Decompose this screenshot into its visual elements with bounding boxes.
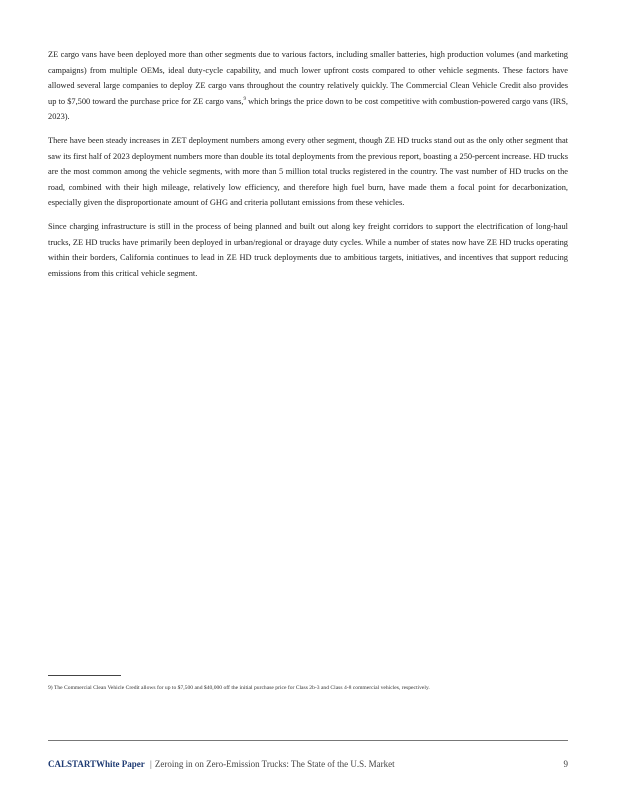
footnote: 9) The Commercial Clean Vehicle Credit allows for up to $7,500 and $40,000 off the initial purchase price for Class 2b-3 and Class 4-8 commercial vehicles, respectively. — [48, 685, 430, 691]
footer-brand: CALSTART — [48, 759, 97, 769]
paragraph-cargo-vans — [48, 47, 568, 125]
paragraph-charging-infrastructure: Since charging infrastructure is still in the process of being planned and built out along key freight corridors to support the electrification of long-haul trucks, ZE HD trucks have primarily been deployed in urban/regional or drayage duty cycles. While a number of states now have ZE HD trucks operating within their borders, California continues to lead in ZE HD truck deployments due to ambitious targets, initiatives, and incentives that support reducing emissions from this critical vehicle segment. — [48, 221, 568, 278]
page-number: 9 — [563, 759, 568, 769]
footnote-reference[interactable]: 9 — [243, 96, 246, 102]
footer-separator: | — [150, 759, 152, 769]
page-footer — [48, 759, 568, 769]
footer-title: Zeroing in on Zero-Emission Trucks: The State of the U.S. Market — [154, 759, 395, 769]
footnote-divider — [48, 675, 121, 676]
paragraph-text: which brings the price down to be cost competitive with combustion-powered cargo vans (IRS, 2023). — [48, 96, 568, 122]
footer-divider — [48, 740, 568, 741]
paragraph-text: ZE cargo vans have been deployed more than other segments due to various factors, including smaller batteries, high production volumes (and marketing campaigns) from multiple OEMs, ideal duty-cycle capability, and much lower upfront costs compared to other vehicle segments. These factors have allowed several large companies to deploy ZE cargo vans throughout the country relatively quickly. The Commercial Clean Vehicle Credit also provides up to $7,500 toward the purchase price for ZE cargo vans, — [48, 50, 568, 106]
footer-doc-type: White Paper — [96, 759, 145, 769]
paragraph-hd-trucks: There have been steady increases in ZET deployment numbers among every other segment, though ZE HD trucks stand out as the only other segment that saw its first half of 2023 deployment numbers more than double its total deployments from the previous report, boasting a 250-percent increase. HD trucks are the most common among the vehicle segments, with more than 5 million total trucks registered in the country. The vast number of HD trucks on the road, combined with their high mileage, relatively low efficiency, and therefore high fuel burn, have made them a focal point for decarbonization, especially given the disproportionate amount of GHG and criteria pollutant emissions from these vehicles. — [48, 135, 568, 208]
body-text — [48, 47, 568, 289]
